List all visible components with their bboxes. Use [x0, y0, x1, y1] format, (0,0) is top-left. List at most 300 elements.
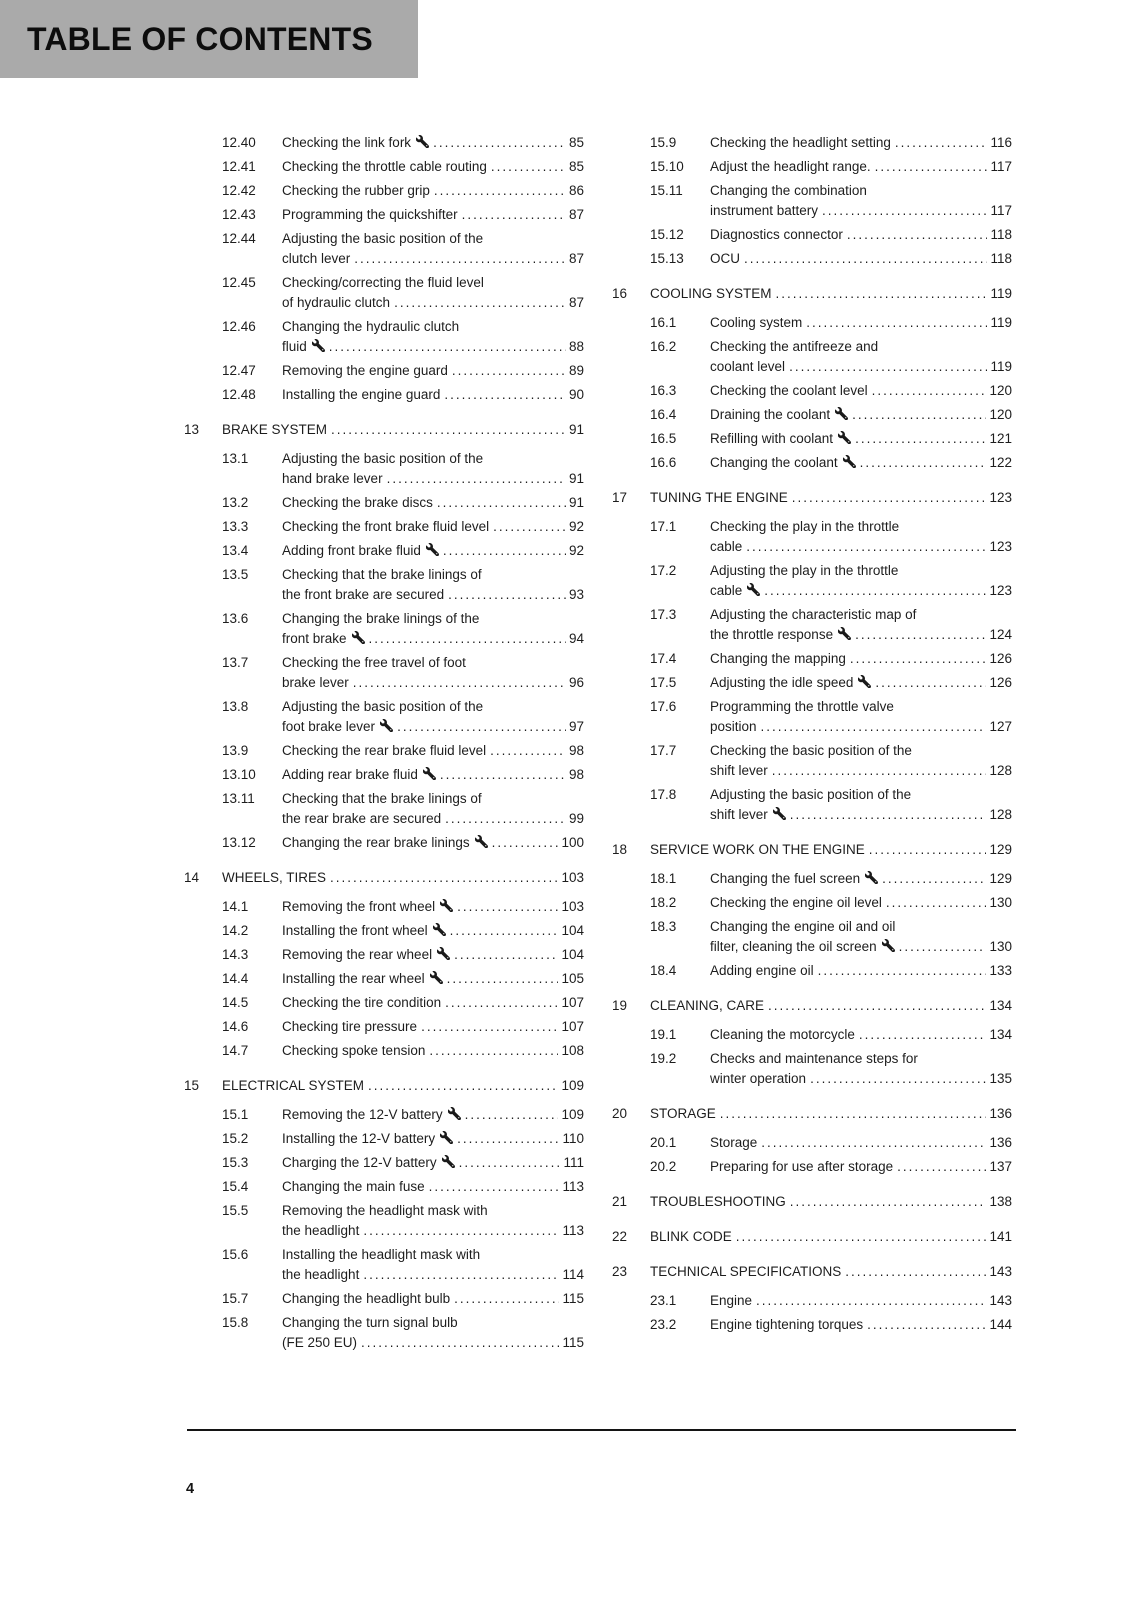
entry-title: Refilling with coolant [710, 431, 834, 446]
chapter-page-number: 138 [989, 1194, 1012, 1209]
entry-line [282, 1153, 584, 1173]
chapter-number: 23 [612, 1264, 628, 1279]
entry-number: 18.4 [650, 963, 677, 978]
entry-line [710, 1025, 1012, 1045]
entry-title: Checking/correcting the fluid level [282, 275, 484, 290]
wrench-icon [448, 1107, 461, 1120]
entry-title: Changing the hydraulic clutch [282, 319, 460, 334]
entry-line [710, 1049, 1012, 1069]
toc-entry [184, 205, 584, 225]
toc-entry [184, 765, 584, 785]
dot-leader [491, 157, 566, 177]
entry-title: Checking the headlight setting [710, 135, 891, 150]
entry-body [710, 1025, 1012, 1045]
dot-leader [810, 1069, 986, 1089]
entry-number: 13.12 [222, 835, 256, 850]
toc-entry [184, 897, 584, 917]
entry-title: Diagnostics connector [710, 227, 843, 242]
entry-title: Removing the front wheel [282, 899, 436, 914]
toc-chapter [184, 868, 584, 888]
entry-line [710, 133, 1012, 153]
dot-leader [746, 537, 986, 557]
entry-title: Installing the front wheel [282, 923, 428, 938]
entry-body [282, 993, 584, 1013]
entry-line [282, 181, 584, 201]
chapter-page-number: 103 [561, 870, 584, 885]
entry-title: OCU [710, 251, 740, 266]
entry-body [282, 969, 584, 989]
toc-entry [612, 405, 1012, 425]
entry-title: the headlight [282, 1267, 360, 1282]
toc-chapter [612, 488, 1012, 508]
toc-entry [612, 1049, 1012, 1089]
entry-line [710, 717, 1012, 737]
chapter-number: 22 [612, 1229, 628, 1244]
toc-entry [184, 541, 584, 561]
entry-number: 13.7 [222, 655, 249, 670]
footer-page-number: 4 [186, 1481, 195, 1497]
dot-leader [860, 453, 987, 473]
toc-entry [184, 493, 584, 513]
entry-number: 12.43 [222, 207, 256, 222]
entry-title: Engine tightening torques [710, 1317, 864, 1332]
dot-leader [744, 249, 987, 269]
entry-line [282, 1289, 584, 1309]
entry-number: 16.1 [650, 315, 677, 330]
entry-body [710, 893, 1012, 913]
toc-entry [184, 833, 584, 853]
entry-body [710, 1291, 1012, 1311]
entry-line [710, 1315, 1012, 1335]
entry-line [282, 517, 584, 537]
chapter-page-number: 91 [568, 422, 584, 437]
dot-leader [845, 1262, 986, 1282]
chapter-title: SERVICE WORK ON THE ENGINE [650, 842, 865, 857]
toc-entry [612, 249, 1012, 269]
entry-number: 17.3 [650, 607, 677, 622]
entry-number: 17.8 [650, 787, 677, 802]
toc-entry [612, 313, 1012, 333]
entry-page-number: 124 [989, 627, 1012, 642]
chapter-number: 20 [612, 1106, 628, 1121]
dot-leader [490, 741, 566, 761]
dot-leader [818, 961, 987, 981]
toc-entry [184, 697, 584, 737]
entry-title: Adjusting the characteristic map of [710, 607, 917, 622]
entry-page-number: 104 [561, 947, 584, 962]
entry-line [710, 337, 1012, 357]
entry-page-number: 120 [989, 383, 1012, 398]
chapter-number: 13 [184, 422, 200, 437]
entry-number: 12.47 [222, 363, 256, 378]
chapter-number: 17 [612, 490, 628, 505]
dot-leader [789, 357, 987, 377]
entry-title: front brake [282, 631, 347, 646]
entry-body [282, 833, 584, 853]
dot-leader [882, 869, 986, 889]
entry-page-number: 128 [989, 807, 1012, 822]
entry-number: 15.13 [650, 251, 684, 266]
dot-leader [736, 1227, 987, 1247]
entry-page-number: 109 [561, 1107, 584, 1122]
entry-title: Changing the combination [710, 183, 867, 198]
entry-line [710, 1069, 1012, 1089]
toc-entry [612, 381, 1012, 401]
entry-number: 18.3 [650, 919, 677, 934]
entry-title: Storage [710, 1135, 758, 1150]
entry-line [282, 765, 584, 785]
toc-entry [184, 1289, 584, 1309]
toc-chapter [612, 1104, 1012, 1124]
toc-chapter [184, 1076, 584, 1096]
toc-chapter [184, 420, 584, 440]
entry-title: Adjusting the basic position of the [710, 787, 912, 802]
toc-entry [612, 869, 1012, 889]
entry-page-number: 111 [563, 1155, 584, 1170]
dot-leader [847, 225, 988, 245]
entry-page-number: 116 [990, 135, 1012, 150]
entry-number: 17.4 [650, 651, 677, 666]
dot-leader [450, 921, 559, 941]
entry-title: fluid [282, 339, 307, 354]
entry-number: 20.1 [650, 1135, 677, 1150]
entry-body [710, 429, 1012, 449]
dot-leader [421, 1017, 558, 1037]
dot-leader [394, 293, 566, 313]
entry-page-number: 107 [561, 1019, 584, 1034]
entry-line [282, 1017, 584, 1037]
toc-chapter [612, 840, 1012, 860]
entry-title: Adjusting the basic position of the [282, 231, 484, 246]
entry-line [282, 1201, 584, 1221]
entry-body [282, 229, 584, 269]
entry-body [282, 1105, 584, 1125]
entry-page-number: 115 [562, 1291, 584, 1306]
chapter-page-number: 129 [989, 842, 1012, 857]
entry-number: 15.3 [222, 1155, 249, 1170]
entry-page-number: 91 [568, 471, 584, 486]
entry-title: Checking spoke tension [282, 1043, 426, 1058]
dot-leader [457, 1129, 559, 1149]
dot-leader [437, 493, 566, 513]
entry-body [710, 869, 1012, 889]
dot-leader [445, 809, 566, 829]
entry-number: 14.4 [222, 971, 249, 986]
entry-line [710, 697, 1012, 717]
entry-body [282, 1245, 584, 1285]
entry-page-number: 130 [989, 939, 1012, 954]
dot-leader [443, 541, 566, 561]
entry-title: Adjusting the idle speed [710, 675, 854, 690]
chapter-title: COOLING SYSTEM [650, 286, 772, 301]
entry-body [282, 1289, 584, 1309]
entry-title: position [710, 719, 757, 734]
entry-title: Adding rear brake fluid [282, 767, 418, 782]
chapter-title: BLINK CODE [650, 1229, 732, 1244]
chapter-title: TECHNICAL SPECIFICATIONS [650, 1264, 842, 1279]
entry-body [282, 1153, 584, 1173]
entry-title: Cleaning the motorcycle [710, 1027, 855, 1042]
wrench-icon [838, 627, 851, 640]
entry-page-number: 90 [568, 387, 584, 402]
entry-page-number: 96 [568, 675, 584, 690]
toc-entry [184, 653, 584, 693]
entry-title: Checking the engine oil level [710, 895, 882, 910]
dot-leader [822, 201, 987, 221]
entry-line [710, 961, 1012, 981]
dot-leader [875, 673, 986, 693]
entry-line [282, 897, 584, 917]
entry-title: Changing the coolant [710, 455, 838, 470]
dot-leader [354, 249, 566, 269]
entry-line [710, 605, 1012, 625]
toc-entry [184, 993, 584, 1013]
toc-entry [612, 961, 1012, 981]
entry-line [710, 429, 1012, 449]
entry-title: Changing the mapping [710, 651, 846, 666]
toc-entry [184, 181, 584, 201]
entry-title: Charging the 12-V battery [282, 1155, 437, 1170]
entry-line [710, 249, 1012, 269]
entry-number: 23.2 [650, 1317, 677, 1332]
entry-line [710, 201, 1012, 221]
entry-line [282, 969, 584, 989]
chapter-page-number: 123 [989, 490, 1012, 505]
entry-number: 13.1 [222, 451, 249, 466]
dot-leader [447, 969, 559, 989]
entry-body [282, 385, 584, 405]
entry-body [710, 649, 1012, 669]
entry-page-number: 128 [989, 763, 1012, 778]
entry-page-number: 86 [568, 183, 584, 198]
entry-body [710, 1049, 1012, 1089]
entry-number: 12.48 [222, 387, 256, 402]
chapter-number: 21 [612, 1194, 628, 1209]
dot-leader [869, 840, 987, 860]
entry-line [710, 181, 1012, 201]
dot-leader [772, 761, 987, 781]
entry-line [282, 717, 584, 737]
wrench-icon [773, 807, 786, 820]
entry-number: 16.3 [650, 383, 677, 398]
dot-leader [895, 133, 988, 153]
entry-body [282, 1017, 584, 1037]
entry-page-number: 87 [568, 295, 584, 310]
header-bar [0, 0, 418, 78]
toc-entry [184, 1153, 584, 1173]
entry-title: Checking the play in the throttle [710, 519, 900, 534]
entry-title: Checking the free travel of foot [282, 655, 466, 670]
dot-leader [429, 1177, 560, 1197]
entry-title: cable [710, 539, 743, 554]
toc-entry [184, 361, 584, 381]
chapter-title: CLEANING, CARE [650, 998, 765, 1013]
toc-entry [184, 1201, 584, 1241]
entry-line [710, 581, 1012, 601]
dot-leader [457, 897, 558, 917]
entry-body [710, 673, 1012, 693]
entry-line [282, 585, 584, 605]
entry-line [282, 157, 584, 177]
entry-number: 13.6 [222, 611, 249, 626]
toc-entry [612, 133, 1012, 153]
entry-number: 17.6 [650, 699, 677, 714]
entry-title: Engine [710, 1293, 753, 1308]
entry-number: 18.2 [650, 895, 677, 910]
dot-leader [387, 469, 566, 489]
entry-title: (FE 250 EU) [282, 1335, 358, 1350]
entry-line [282, 1129, 584, 1149]
entry-title: Checking that the brake linings of [282, 567, 482, 582]
toc-entry [612, 1315, 1012, 1335]
entry-body [282, 541, 584, 561]
entry-line [710, 673, 1012, 693]
entry-title: Checking the link fork [282, 135, 412, 150]
wrench-icon [437, 947, 450, 960]
entry-line [710, 869, 1012, 889]
entry-line [282, 385, 584, 405]
dot-leader [452, 361, 566, 381]
wrench-icon [380, 719, 393, 732]
entry-number: 16.2 [650, 339, 677, 354]
toc-chapter [612, 1192, 1012, 1212]
wrench-icon [882, 939, 895, 952]
entry-number: 14.5 [222, 995, 249, 1010]
entry-title: Adding engine oil [710, 963, 814, 978]
entry-body [282, 1201, 584, 1241]
chapter-number: 14 [184, 870, 200, 885]
entry-title: filter, cleaning the oil screen [710, 939, 877, 954]
dot-leader [859, 1025, 987, 1045]
entry-line [710, 893, 1012, 913]
entry-title: Installing the 12-V battery [282, 1131, 436, 1146]
entry-page-number: 100 [561, 835, 584, 850]
entry-number: 23.1 [650, 1293, 677, 1308]
entry-number: 18.1 [650, 871, 677, 886]
page-title: TABLE OF CONTENTS [27, 20, 373, 57]
entry-page-number: 107 [561, 995, 584, 1010]
dot-leader [764, 581, 986, 601]
toc-chapter [612, 284, 1012, 304]
entry-number: 15.9 [650, 135, 677, 150]
entry-line [282, 133, 584, 153]
toc-entry [184, 741, 584, 761]
wrench-icon [835, 407, 848, 420]
entry-body [710, 561, 1012, 601]
toc-entry [184, 1105, 584, 1125]
entry-number: 17.7 [650, 743, 677, 758]
entry-page-number: 117 [990, 203, 1012, 218]
entry-line [710, 625, 1012, 645]
chapter-title: ELECTRICAL SYSTEM [222, 1078, 365, 1093]
entry-page-number: 118 [990, 251, 1012, 266]
entry-line [710, 917, 1012, 937]
entry-number: 13.8 [222, 699, 249, 714]
chapter-title: WHEELS, TIRES [222, 870, 327, 885]
entry-body [710, 917, 1012, 957]
entry-line [282, 833, 584, 853]
entry-line [282, 565, 584, 585]
toc-entry [184, 1129, 584, 1149]
dot-leader [330, 868, 558, 888]
entry-title: Adding front brake fluid [282, 543, 421, 558]
entry-body [710, 133, 1012, 153]
dot-leader [363, 1221, 559, 1241]
entry-body [282, 741, 584, 761]
toc-entry [612, 181, 1012, 221]
toc-entry [612, 1133, 1012, 1153]
wrench-icon [433, 923, 446, 936]
entry-line [282, 993, 584, 1013]
entry-body [282, 1041, 584, 1061]
entry-page-number: 143 [989, 1293, 1012, 1308]
entry-number: 13.4 [222, 543, 249, 558]
entry-page-number: 105 [561, 971, 584, 986]
entry-title: Checking the basic position of the [710, 743, 912, 758]
entry-title: Changing the engine oil and oil [710, 919, 896, 934]
entry-number: 15.4 [222, 1179, 249, 1194]
entry-body [282, 133, 584, 153]
entry-page-number: 113 [562, 1179, 584, 1194]
toc-entry [184, 273, 584, 313]
entry-line [282, 629, 584, 649]
entry-line [282, 1105, 584, 1125]
entry-body [282, 921, 584, 941]
entry-body [710, 605, 1012, 645]
entry-title: of hydraulic clutch [282, 295, 391, 310]
entry-number: 14.6 [222, 1019, 249, 1034]
entry-number: 14.7 [222, 1043, 249, 1058]
dot-leader [454, 1289, 559, 1309]
entry-title: Removing the 12-V battery [282, 1107, 443, 1122]
entry-body [282, 653, 584, 693]
dot-leader [899, 937, 987, 957]
entry-body [710, 181, 1012, 221]
entry-page-number: 104 [561, 923, 584, 938]
dot-leader [331, 420, 566, 440]
entry-body [710, 1133, 1012, 1153]
entry-page-number: 98 [568, 767, 584, 782]
wrench-icon [865, 871, 878, 884]
entry-number: 15.2 [222, 1131, 249, 1146]
toc-entry [184, 921, 584, 941]
entry-number: 15.11 [650, 183, 683, 198]
entry-line [282, 449, 584, 469]
entry-title: Changing the turn signal bulb [282, 1315, 458, 1330]
entry-body [282, 493, 584, 513]
entry-title: Adjust the headlight range. [710, 159, 871, 174]
wrench-icon [423, 767, 436, 780]
entry-line [710, 1157, 1012, 1177]
entry-body [710, 697, 1012, 737]
entry-body [282, 273, 584, 313]
wrench-icon [440, 1131, 453, 1144]
entry-title: Adjusting the play in the throttle [710, 563, 899, 578]
dot-leader [462, 205, 566, 225]
entry-number: 13.9 [222, 743, 249, 758]
entry-number: 19.1 [650, 1027, 677, 1042]
entry-title: the headlight [282, 1223, 360, 1238]
entry-page-number: 120 [989, 407, 1012, 422]
entry-page-number: 93 [568, 587, 584, 602]
toc-entry [184, 1313, 584, 1353]
entry-page-number: 108 [561, 1043, 584, 1058]
toc-entry [184, 385, 584, 405]
chapter-title: TROUBLESHOOTING [650, 1194, 786, 1209]
dot-leader [897, 1157, 986, 1177]
entry-line [282, 945, 584, 965]
entry-body [710, 313, 1012, 333]
